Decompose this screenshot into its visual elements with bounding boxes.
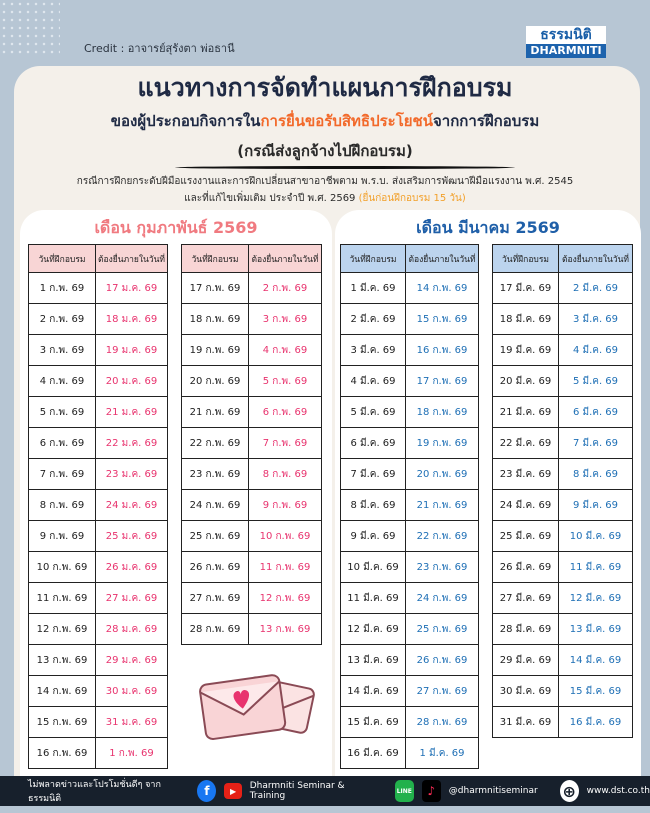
table-row	[493, 521, 633, 552]
training-date: 6 มี.ค. 69	[341, 428, 406, 459]
training-date: 25 ก.พ. 69	[182, 521, 249, 552]
deadline-date: 27 ก.พ. 69	[406, 676, 479, 707]
table-row	[341, 366, 479, 397]
deadline-date: 9 มี.ค. 69	[559, 490, 633, 521]
deadline-date: 9 ก.พ. 69	[249, 490, 322, 521]
training-date: 26 ก.พ. 69	[182, 552, 249, 583]
table-row	[29, 397, 168, 428]
training-date: 16 มี.ค. 69	[341, 738, 406, 769]
deadline-date: 22 ม.ค. 69	[96, 428, 168, 459]
table-row	[29, 521, 168, 552]
training-date: 2 ก.พ. 69	[29, 304, 96, 335]
table-row	[182, 459, 322, 490]
training-date: 16 ก.พ. 69	[29, 738, 96, 769]
deadline-date: 1 ก.พ. 69	[96, 738, 168, 769]
training-date: 3 มี.ค. 69	[341, 335, 406, 366]
table-row	[493, 490, 633, 521]
footer-social-name[interactable]: Dharmniti Seminar & Training	[249, 781, 345, 801]
march-title: เดือน มีนาคม 2569	[416, 218, 560, 237]
table-row	[341, 645, 479, 676]
table-row	[29, 304, 168, 335]
training-date: 18 มี.ค. 69	[493, 304, 559, 335]
deadline-date: 26 ม.ค. 69	[96, 552, 168, 583]
column-header: วันที่ฝึกอบรม	[29, 245, 96, 273]
table-row	[29, 583, 168, 614]
table-row	[182, 552, 322, 583]
table-row	[29, 552, 168, 583]
training-date: 8 ก.พ. 69	[29, 490, 96, 521]
subtitle-2: (กรณีส่งลูกจ้างไปฝึกอบรม)	[237, 142, 413, 160]
training-date: 18 ก.พ. 69	[182, 304, 249, 335]
training-date: 11 มี.ค. 69	[341, 583, 406, 614]
deadline-date: 8 มี.ค. 69	[559, 459, 633, 490]
training-date: 17 ก.พ. 69	[182, 273, 249, 304]
deadline-date: 5 มี.ค. 69	[559, 366, 633, 397]
deadline-date: 16 มี.ค. 69	[559, 707, 633, 738]
globe-icon[interactable]: ⊕	[560, 780, 579, 802]
subtitle-post: จากการฝึกอบรม	[433, 112, 540, 130]
table-row	[182, 490, 322, 521]
training-date: 1 ก.พ. 69	[29, 273, 96, 304]
logo-th: ธรรมนิติ	[526, 26, 606, 44]
deadline-date: 11 ก.พ. 69	[249, 552, 322, 583]
deadline-date: 13 มี.ค. 69	[559, 614, 633, 645]
february-table-1	[28, 244, 168, 769]
table-row	[182, 521, 322, 552]
table-row	[341, 738, 479, 769]
table-row	[182, 366, 322, 397]
training-date: 21 มี.ค. 69	[493, 397, 559, 428]
deadline-date: 31 ม.ค. 69	[96, 707, 168, 738]
facebook-icon[interactable]: f	[197, 780, 216, 802]
february-title: เดือน กุมภาพันธ์ 2569	[94, 218, 258, 237]
table-header	[29, 245, 168, 273]
line-icon[interactable]: LINE	[395, 780, 414, 802]
table-row	[493, 335, 633, 366]
deadline-date: 13 ก.พ. 69	[249, 614, 322, 645]
training-date: 27 ก.พ. 69	[182, 583, 249, 614]
table-row	[29, 366, 168, 397]
deadline-date: 19 ม.ค. 69	[96, 335, 168, 366]
training-date: 14 มี.ค. 69	[341, 676, 406, 707]
deadline-date: 14 ก.พ. 69	[406, 273, 479, 304]
table-row	[29, 614, 168, 645]
table-row	[341, 707, 479, 738]
table-row	[341, 428, 479, 459]
deadline-date: 23 ม.ค. 69	[96, 459, 168, 490]
training-date: 19 มี.ค. 69	[493, 335, 559, 366]
training-date: 23 มี.ค. 69	[493, 459, 559, 490]
table-row	[29, 273, 168, 304]
deadline-date: 8 ก.พ. 69	[249, 459, 322, 490]
deadline-date: 16 ก.พ. 69	[406, 335, 479, 366]
desc2-pre: และที่แก้ไขเพิ่มเติม ประจำปี พ.ศ. 2569	[184, 193, 359, 204]
table-header	[493, 245, 633, 273]
table-row	[182, 583, 322, 614]
logo-en: DHARMNITI	[526, 44, 606, 58]
column-header: วันที่ฝึกอบรม	[182, 245, 249, 273]
deadline-date: 17 ม.ค. 69	[96, 273, 168, 304]
subtitle-highlight: การยื่นขอรับสิทธิประโยชน์	[260, 112, 433, 130]
deadline-date: 5 ก.พ. 69	[249, 366, 322, 397]
table-row	[493, 552, 633, 583]
training-date: 4 ก.พ. 69	[29, 366, 96, 397]
table-row	[29, 676, 168, 707]
deadline-date: 25 ก.พ. 69	[406, 614, 479, 645]
subtitle	[0, 109, 650, 133]
training-date: 12 มี.ค. 69	[341, 614, 406, 645]
table-row	[493, 304, 633, 335]
table-row	[29, 459, 168, 490]
column-header: ต้องยื่นภายในวันที่	[96, 245, 168, 273]
table-row	[341, 614, 479, 645]
training-date: 28 ก.พ. 69	[182, 614, 249, 645]
table-row	[29, 645, 168, 676]
dot-pattern	[0, 0, 60, 55]
deadline-date: 23 ก.พ. 69	[406, 552, 479, 583]
deadline-date: 27 ม.ค. 69	[96, 583, 168, 614]
deadline-date: 3 ก.พ. 69	[249, 304, 322, 335]
description-1: กรณีการฝึกยกระดับฝีมือแรงงานและการฝึกเปลี่ยนสาขาอาชีพตาม พ.ร.บ. ส่งเสริมการพัฒนาฝีมือแรงงาน พ.ศ. 2545	[76, 176, 574, 187]
training-date: 21 ก.พ. 69	[182, 397, 249, 428]
table-row	[493, 397, 633, 428]
deadline-date: 7 ก.พ. 69	[249, 428, 322, 459]
deadline-date: 24 ก.พ. 69	[406, 583, 479, 614]
footer	[0, 776, 650, 806]
deadline-date: 25 ม.ค. 69	[96, 521, 168, 552]
table-row	[493, 645, 633, 676]
table-row	[29, 428, 168, 459]
tiktok-icon[interactable]: ♪	[422, 780, 441, 802]
table-row	[182, 614, 322, 645]
table-row	[29, 738, 168, 769]
training-date: 28 มี.ค. 69	[493, 614, 559, 645]
footer-tagline: ไม่พลาดข่าวและโปรโมชั่นดีๆ จากธรรมนิติ	[28, 780, 161, 804]
training-date: 29 มี.ค. 69	[493, 645, 559, 676]
training-date: 4 มี.ค. 69	[341, 366, 406, 397]
training-date: 13 มี.ค. 69	[341, 645, 406, 676]
deadline-date: 15 ก.พ. 69	[406, 304, 479, 335]
table-row	[182, 397, 322, 428]
deadline-date: 22 ก.พ. 69	[406, 521, 479, 552]
training-date: 23 ก.พ. 69	[182, 459, 249, 490]
table-row	[493, 273, 633, 304]
table-row	[341, 552, 479, 583]
training-date: 7 มี.ค. 69	[341, 459, 406, 490]
training-date: 8 มี.ค. 69	[341, 490, 406, 521]
table-row	[29, 707, 168, 738]
dharmniti-logo	[526, 26, 606, 58]
divider	[175, 166, 515, 169]
deadline-date: 12 ก.พ. 69	[249, 583, 322, 614]
deadline-date: 30 ม.ค. 69	[96, 676, 168, 707]
february-table-2	[181, 244, 322, 645]
table-row	[493, 428, 633, 459]
table-row	[493, 614, 633, 645]
column-header: ต้องยื่นภายในวันที่	[406, 245, 479, 273]
deadline-date: 12 มี.ค. 69	[559, 583, 633, 614]
training-date: 10 มี.ค. 69	[341, 552, 406, 583]
footer-handle[interactable]: @dharmnitiseminar	[448, 786, 538, 796]
youtube-icon[interactable]: ▶	[224, 783, 241, 799]
training-date: 25 มี.ค. 69	[493, 521, 559, 552]
training-date: 5 มี.ค. 69	[341, 397, 406, 428]
deadline-date: 10 มี.ค. 69	[559, 521, 633, 552]
training-date: 22 มี.ค. 69	[493, 428, 559, 459]
training-date: 10 ก.พ. 69	[29, 552, 96, 583]
deadline-date: 2 มี.ค. 69	[559, 273, 633, 304]
deadline-date: 20 ก.พ. 69	[406, 459, 479, 490]
deadline-date: 1 มี.ค. 69	[406, 738, 479, 769]
table-row	[493, 583, 633, 614]
training-date: 20 ก.พ. 69	[182, 366, 249, 397]
training-date: 26 มี.ค. 69	[493, 552, 559, 583]
deadline-date: 7 มี.ค. 69	[559, 428, 633, 459]
deadline-date: 26 ก.พ. 69	[406, 645, 479, 676]
training-date: 24 มี.ค. 69	[493, 490, 559, 521]
training-date: 19 ก.พ. 69	[182, 335, 249, 366]
table-row	[341, 459, 479, 490]
table-row	[182, 304, 322, 335]
deadline-date: 21 ก.พ. 69	[406, 490, 479, 521]
training-date: 6 ก.พ. 69	[29, 428, 96, 459]
column-header: ต้องยื่นภายในวันที่	[249, 245, 322, 273]
deadline-date: 20 ม.ค. 69	[96, 366, 168, 397]
subtitle-pre: ของผู้ประกอบกิจการใน	[110, 112, 261, 130]
table-row	[341, 490, 479, 521]
deadline-date: 6 ก.พ. 69	[249, 397, 322, 428]
deadline-date: 15 มี.ค. 69	[559, 676, 633, 707]
deadline-date: 4 ก.พ. 69	[249, 335, 322, 366]
deadline-date: 19 ก.พ. 69	[406, 428, 479, 459]
envelope-icon	[195, 665, 320, 750]
table-row	[493, 459, 633, 490]
training-date: 30 มี.ค. 69	[493, 676, 559, 707]
deadline-date: 3 มี.ค. 69	[559, 304, 633, 335]
march-table-1	[340, 244, 479, 769]
training-date: 2 มี.ค. 69	[341, 304, 406, 335]
table-header	[182, 245, 322, 273]
deadline-date: 11 มี.ค. 69	[559, 552, 633, 583]
deadline-date: 6 มี.ค. 69	[559, 397, 633, 428]
deadline-date: 2 ก.พ. 69	[249, 273, 322, 304]
training-date: 9 มี.ค. 69	[341, 521, 406, 552]
training-date: 20 มี.ค. 69	[493, 366, 559, 397]
deadline-date: 10 ก.พ. 69	[249, 521, 322, 552]
credit: Credit : อาจารย์สุรังตา พ่อธานี	[84, 42, 235, 55]
training-date: 1 มี.ค. 69	[341, 273, 406, 304]
table-row	[341, 676, 479, 707]
description-2	[0, 191, 650, 206]
column-header: ต้องยื่นภายในวันที่	[559, 245, 633, 273]
table-row	[29, 335, 168, 366]
table-row	[341, 304, 479, 335]
deadline-date: 28 ก.พ. 69	[406, 707, 479, 738]
march-table-2	[492, 244, 633, 738]
table-row	[493, 366, 633, 397]
training-date: 11 ก.พ. 69	[29, 583, 96, 614]
table-row	[182, 273, 322, 304]
table-row	[341, 397, 479, 428]
table-row	[341, 521, 479, 552]
training-date: 17 มี.ค. 69	[493, 273, 559, 304]
table-row	[29, 490, 168, 521]
training-date: 5 ก.พ. 69	[29, 397, 96, 428]
deadline-date: 17 ก.พ. 69	[406, 366, 479, 397]
deadline-date: 29 ม.ค. 69	[96, 645, 168, 676]
training-date: 14 ก.พ. 69	[29, 676, 96, 707]
deadline-date: 24 ม.ค. 69	[96, 490, 168, 521]
training-date: 24 ก.พ. 69	[182, 490, 249, 521]
table-row	[341, 583, 479, 614]
table-row	[182, 335, 322, 366]
column-header: วันที่ฝึกอบรม	[493, 245, 559, 273]
table-row	[493, 707, 633, 738]
desc2-highlight: (ยื่นก่อนฝึกอบรม 15 วัน)	[358, 193, 466, 204]
table-row	[182, 428, 322, 459]
table-row	[341, 273, 479, 304]
training-date: 31 มี.ค. 69	[493, 707, 559, 738]
training-date: 9 ก.พ. 69	[29, 521, 96, 552]
footer-website[interactable]: www.dst.co.th	[586, 786, 650, 796]
training-date: 22 ก.พ. 69	[182, 428, 249, 459]
deadline-date: 28 ม.ค. 69	[96, 614, 168, 645]
deadline-date: 14 มี.ค. 69	[559, 645, 633, 676]
table-row	[341, 335, 479, 366]
training-date: 3 ก.พ. 69	[29, 335, 96, 366]
deadline-date: 18 ม.ค. 69	[96, 304, 168, 335]
page-title: แนวทางการจัดทำแผนการฝึกอบรม	[137, 73, 513, 102]
deadline-date: 18 ก.พ. 69	[406, 397, 479, 428]
training-date: 7 ก.พ. 69	[29, 459, 96, 490]
column-header: วันที่ฝึกอบรม	[341, 245, 406, 273]
deadline-date: 21 ม.ค. 69	[96, 397, 168, 428]
training-date: 12 ก.พ. 69	[29, 614, 96, 645]
training-date: 15 ก.พ. 69	[29, 707, 96, 738]
deadline-date: 4 มี.ค. 69	[559, 335, 633, 366]
training-date: 27 มี.ค. 69	[493, 583, 559, 614]
table-row	[493, 676, 633, 707]
table-header	[341, 245, 479, 273]
training-date: 13 ก.พ. 69	[29, 645, 96, 676]
training-date: 15 มี.ค. 69	[341, 707, 406, 738]
